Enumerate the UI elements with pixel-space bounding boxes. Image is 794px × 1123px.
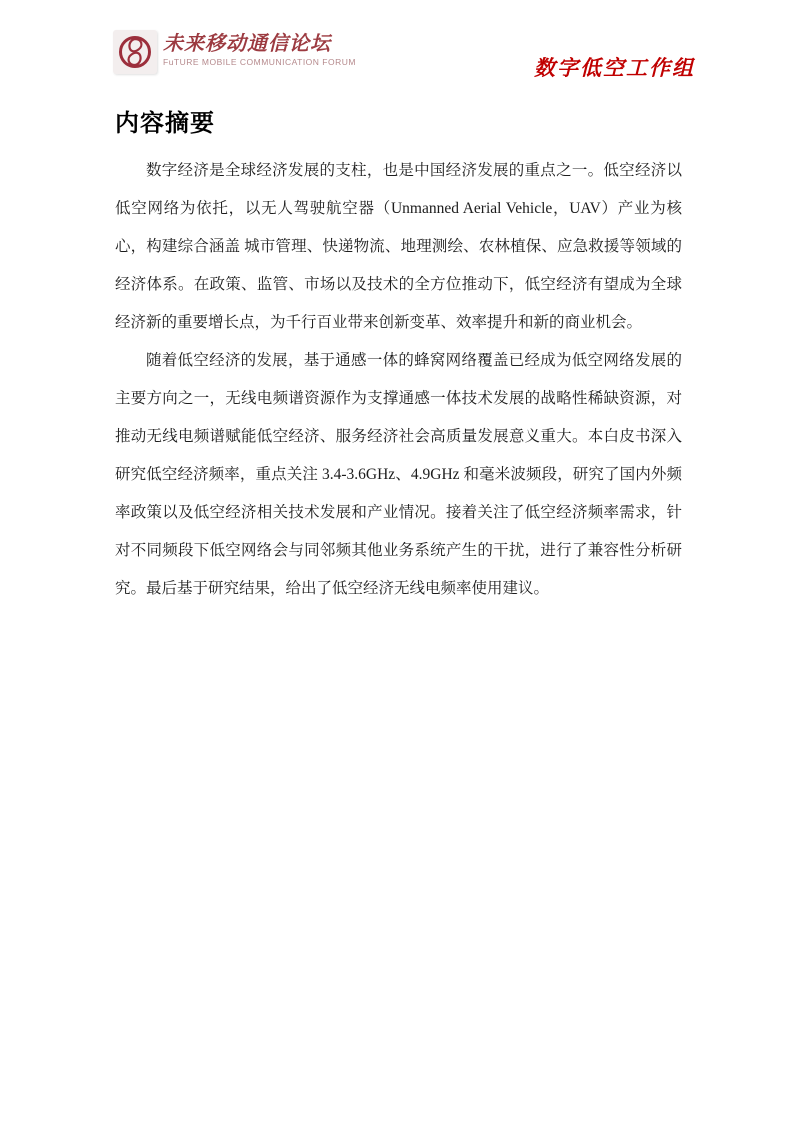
forum-logo [113, 30, 356, 74]
forum-logo-text [163, 30, 356, 67]
abstract-paragraph-2: 随着低空经济的发展，基于通感一体的蜂窝网络覆盖已经成为低空网络发展的主要方向之一，无线电频谱资源作为支撑通感一体技术发展的战略性稀缺资源，对推动无线电频谱赋能低空经济、服务经济社会高质量发展意义重大。本白皮书深入研究低空经济频率，重点关注 3.4-3.6GHz、4.9GHz 和毫米波频段，研究了国内外频率政策以及低空经济相关技术发展和产业情况。接着关注了低空经济频率需求，针对不同频段下低空网络会与同邻频其他业务系统产生的干扰，进行了兼容性分析研究。最后基于研究结果，给出了低空经济无线电频率使用建议。 [115, 352, 682, 597]
forum-swirl-logo-icon [113, 30, 157, 74]
page-header [113, 30, 695, 85]
document-content [115, 103, 682, 608]
abstract-paragraph-1: 数字经济是全球经济发展的支柱，也是中国经济发展的重点之一。低空经济以低空网络为依托，以无人驾驶航空器（Unmanned Aerial Vehicle，UAV）产业为核心，构建综合涵盖 城市管理、快递物流、地理测绘、农林植保、应急救援等领域的经济体系。在政策、监管、市场以及技术的全方位推动下，低空经济有望成为全球经济新的重要增长点，为千行百业带来创新变革、效率提升和新的商业机会。 [115, 162, 682, 331]
forum-logo-subtitle: FuTURE MOBILE COMMUNICATION FORUM [163, 57, 356, 67]
forum-logo-title: 未来移动通信论坛 [163, 33, 331, 55]
section-heading: 内容摘要 [115, 110, 215, 137]
workgroup-label: 数字低空工作组 [534, 56, 695, 80]
